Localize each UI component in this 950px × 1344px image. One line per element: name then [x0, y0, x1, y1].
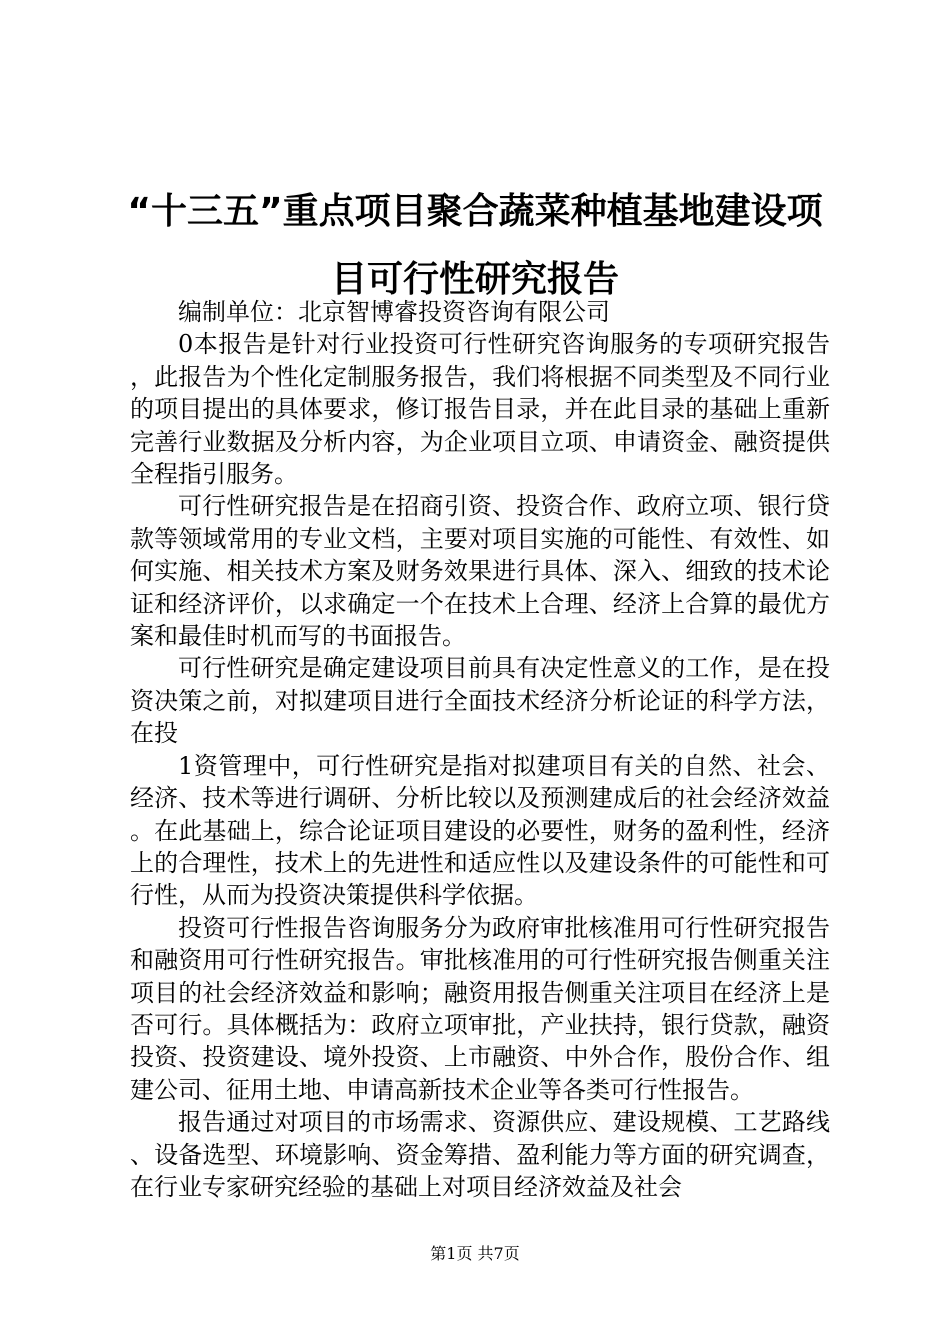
title-line-2: 目可行性研究报告	[330, 259, 619, 300]
paragraph-5: 投资可行性报告咨询服务分为政府审批核准用可行性研究报告和融资用可行性研究报告。审批核准用的可行性研究报告侧重关注项目的社会经济效益和影响；融资用报告侧重关注项目在经济上是否可行。具体概括为：政府立项审批，产业扶持，银行贷款，融资投资、投资建设、境外投资、上市融资、中外合作，股份合作、组建公司、征用土地、申请高新技术企业等各类可行性报告。	[130, 913, 830, 1104]
page-number-footer: 第1页 共7页	[430, 1244, 520, 1263]
paragraph-6: 报告通过对项目的市场需求、资源供应、建设规模、工艺路线、设备选型、环境影响、资金筹措、盈利能力等方面的研究调查，在行业专家研究经验的基础上对项目经济效益及社会	[130, 1108, 830, 1201]
paragraph-2: 可行性研究报告是在招商引资、投资合作、政府立项、银行贷款等领域常用的专业文档，主要对项目实施的可能性、有效性、如何实施、相关技术方案及财务效果进行具体、深入、细致的技术论证和经济评价，以求确定一个在技术上合理、经济上合算的最优方案和最佳时机而写的书面报告。	[130, 492, 830, 651]
title-line-1: “十三五”重点项目聚合蔬菜种植基地建设项	[127, 191, 823, 232]
paragraph-4: 1资管理中，可行性研究是指对拟建项目有关的自然、社会、经济、技术等进行调研、分析比较以及预测建成后的社会经济效益。在此基础上，综合论证项目建设的必要性，财务的盈利性，经济上的合理性，技术上的先进性和适应性以及建设条件的可能性和可行性，从而为投资决策提供科学依据。	[130, 751, 830, 910]
compiler-line: 编制单位：北京智博睿投资咨询有限公司	[178, 298, 610, 326]
paragraph-3: 可行性研究是确定建设项目前具有决定性意义的工作，是在投资决策之前，对拟建项目进行全面技术经济分析论证的科学方法，在投	[130, 654, 830, 748]
paragraph-1: 0本报告是针对行业投资可行性研究咨询服务的专项研究报告，此报告为个性化定制服务报告，我们将根据不同类型及不同行业的项目提出的具体要求，修订报告目录，并在此目录的基础上重新完善行业数据及分析内容，为企业项目立项、申请资金、融资提供全程指引服务。	[130, 330, 830, 489]
document-title	[110, 178, 840, 314]
document-body	[130, 296, 830, 1203]
